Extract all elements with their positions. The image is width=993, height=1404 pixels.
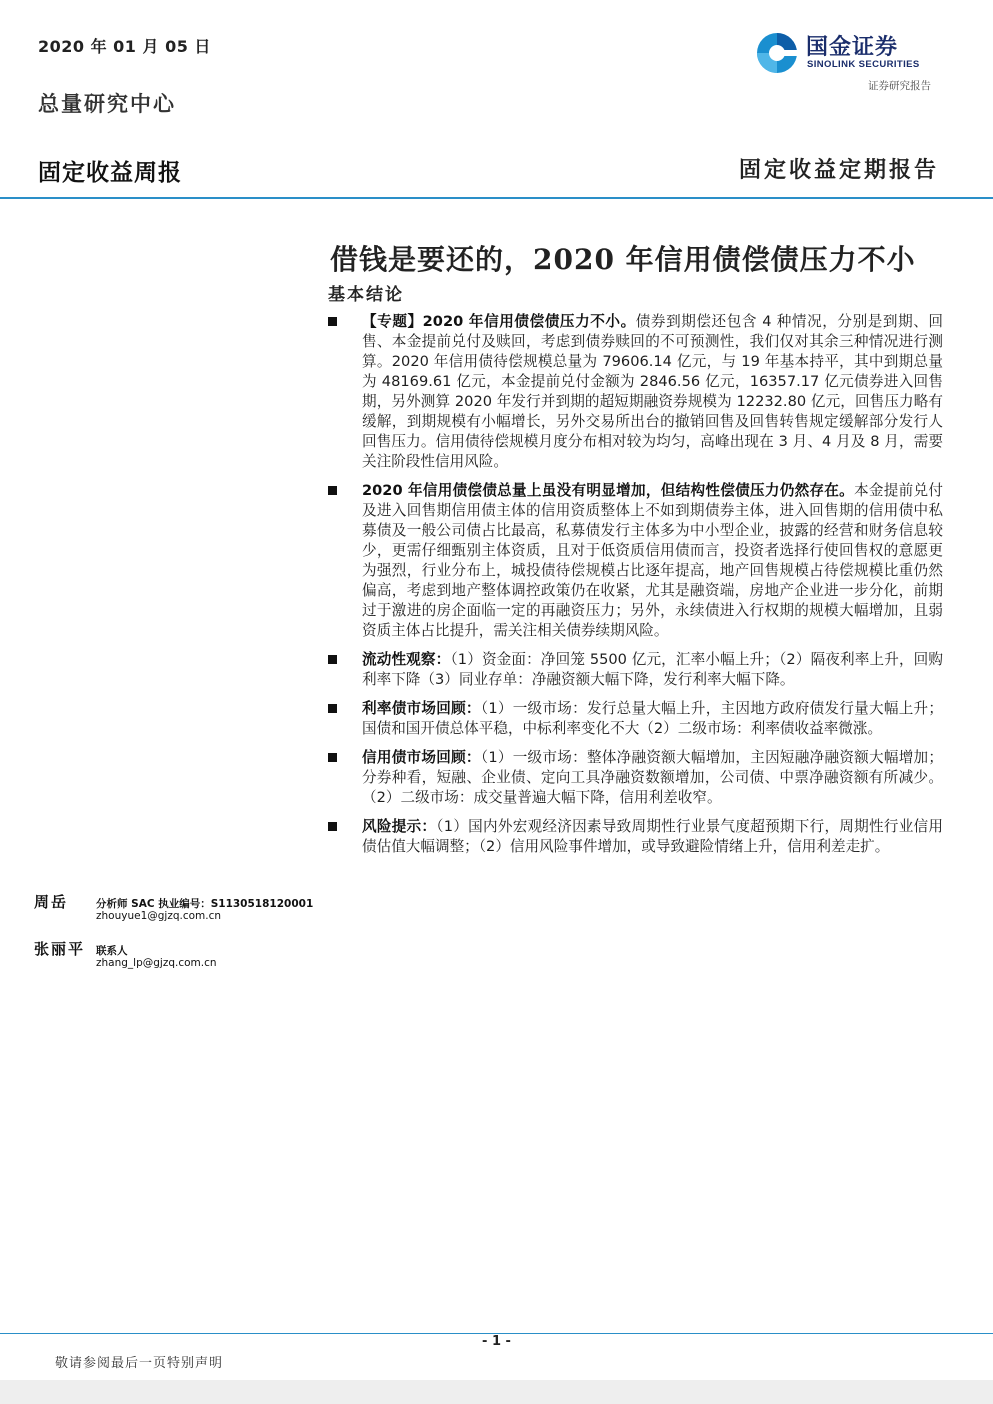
conclusion-lead: 2020 年信用债偿债总量上虽没有明显增加，但结构性偿债压力仍然存在。 (362, 482, 855, 499)
bullet-square-icon (328, 822, 337, 831)
bullet-square-icon (328, 317, 337, 326)
report-date: 2020 年 01 月 05 日 (38, 37, 211, 56)
conclusion-text: （1）资金面：净回笼 5500 亿元，汇率小幅上升；（2）隔夜利率上升，回购利率下降（3）同业存单：净融资额大幅下降，发行利率大幅下降。 (362, 651, 943, 688)
conclusion-item (326, 817, 943, 857)
conclusions-list (326, 312, 943, 866)
footer-band (0, 1380, 993, 1404)
conclusion-text: 本金提前兑付及进入回售期信用债主体的信用资质整体上不如到期债券主体，进入回售期的信用债中私募债及一般公司债占比最高，私募债发行主体多为中小型企业，披露的经营和财务信息较少，更需仔细甄别主体资质，且对于低资质信用债而言，投资者选择行使回售权的意愿更为强烈，行业分布上，城投债待偿规模占比逐年提高，地产回售规模占待偿规模比重仍然偏高，考虑到地产整体调控政策仍在收紧，尤其是融资端，房地产企业进一步分化，前期过于激进的房企面临一定的再融资压力；另外，永续债进入行权期的规模大幅增加，且弱资质主体占比提升，需关注相关债券续期风险。 (362, 482, 943, 639)
company-logo (756, 30, 944, 76)
report-type-tag: 证券研究报告 (868, 80, 931, 92)
page-number: - 1 - (482, 1334, 511, 1349)
conclusion-text: 债券到期偿还包含 4 种情况，分别是到期、回售、本金提前兑付及赎回，考虑到债券赎回的不可预测性，我们仅对其余三种情况进行测算。2020 年信用债待偿规模总量为 79606.14 亿元，与 19 年基本持平，其中到期总量为 48169.61 亿元，本金提前兑付金额为 2846.56 亿元，16357.17 亿元债券进入回售期，另外测算 2020 年发行并到期的超短期融资券规模为 12232.80 亿元，回售压力略有缓解，到期规模有小幅增长，另外交易所出台的撤销回售及回售转售规定缓解部分发行人回售压力。信用债待偿规模月度分布相对较为均匀，高峰出现在 3 月、4 月及 8 月，需要关注阶段性信用风险。 (362, 313, 943, 470)
conclusion-item (326, 650, 943, 690)
conclusion-item (326, 699, 943, 739)
report-title: 借钱是要还的，2020 年信用债偿债压力不小 (330, 243, 916, 276)
analyst-email[interactable]: zhang_lp@gjzq.com.cn (96, 957, 217, 969)
analyst-name: 周岳 (34, 893, 69, 911)
logo-mark-icon (756, 32, 798, 74)
analyst-title: 联系人 (96, 945, 128, 957)
analyst-title: 分析师 SAC 执业编号：S1130518120001 (96, 898, 314, 910)
bullet-square-icon (328, 486, 337, 495)
report-category-title: 固定收益定期报告 (738, 157, 939, 183)
bullet-square-icon (328, 655, 337, 664)
conclusion-text: （1）一级市场：发行总量大幅上升，主因地方政府债发行量大幅上升；国债和国开债总体平稳，中标利率变化不大（2）二级市场：利率债收益率微涨。 (362, 700, 943, 737)
conclusion-lead: 【专题】2020 年信用债偿债压力不小。 (362, 313, 636, 330)
conclusion-lead: 流动性观察： (362, 651, 451, 668)
footer-disclaimer: 敬请参阅最后一页特别声明 (55, 1356, 224, 1371)
bullet-square-icon (328, 704, 337, 713)
section-heading: 基本结论 (328, 285, 404, 305)
bullet-square-icon (328, 753, 337, 762)
report-series-title: 固定收益周报 (38, 160, 182, 186)
conclusion-item (326, 748, 943, 808)
logo-english-name: SINOLINK SECURITIES (807, 59, 920, 70)
conclusion-lead: 信用债市场回顾： (362, 749, 481, 766)
conclusion-text: （1）一级市场：整体净融资额大幅增加，主因短融净融资额大幅增加；分券种看，短融、企业债、定向工具净融资数额增加，公司债、中票净融资额有所减少。（2）二级市场：成交量普遍大幅下降，信用利差收窄。 (362, 749, 943, 806)
conclusion-lead: 利率债市场回顾： (362, 700, 481, 717)
analyst-name: 张丽平 (34, 940, 86, 958)
analyst-email[interactable]: zhouyue1@gjzq.com.cn (96, 910, 222, 922)
conclusion-lead: 风险提示： (362, 818, 437, 835)
conclusion-item (326, 312, 943, 472)
research-center: 总量研究中心 (38, 91, 176, 116)
conclusion-text: （1）国内外宏观经济因素导致周期性行业景气度超预期下行，周期性行业信用债估值大幅调整；（2）信用风险事件增加，或导致避险情绪上升，信用利差走扩。 (362, 818, 943, 855)
header-divider (0, 197, 993, 199)
logo-chinese-name: 国金证券 (806, 35, 899, 60)
conclusion-item (326, 481, 943, 641)
